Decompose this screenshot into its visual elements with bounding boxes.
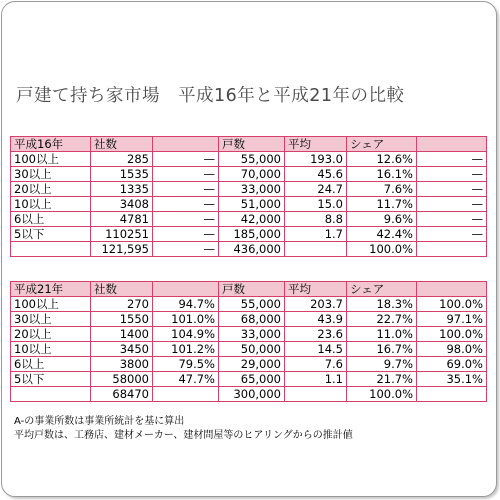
value-cell: 193.0 xyxy=(285,152,347,167)
value-cell: 70,000 xyxy=(219,167,285,182)
value-cell: 104.9% xyxy=(153,327,219,342)
value-cell: 436,000 xyxy=(219,242,285,257)
value-cell: 3800 xyxy=(91,357,153,372)
value-cell: 29,000 xyxy=(219,357,285,372)
value-cell: — xyxy=(153,152,219,167)
value-cell: 58000 xyxy=(91,372,153,387)
value-cell: 101.2% xyxy=(153,342,219,357)
value-cell: 285 xyxy=(91,152,153,167)
value-cell: 21.7% xyxy=(347,372,417,387)
value-cell: 1400 xyxy=(91,327,153,342)
row-label-cell: 30以上 xyxy=(11,167,91,182)
value-cell: — xyxy=(153,167,219,182)
value-cell: — xyxy=(417,227,487,242)
row-label-cell: 10以上 xyxy=(11,342,91,357)
value-cell: 12.6% xyxy=(347,152,417,167)
row-label-cell: 100以上 xyxy=(11,152,91,167)
table-row xyxy=(11,152,487,167)
header-cell: 社数 xyxy=(91,282,153,297)
row-label-cell: 6以上 xyxy=(11,212,91,227)
header-cell: シェア xyxy=(347,137,417,152)
header-cell xyxy=(417,137,487,152)
value-cell: 51,000 xyxy=(219,197,285,212)
table-row xyxy=(11,227,487,242)
value-cell: 43.9 xyxy=(285,312,347,327)
row-label-cell: 20以上 xyxy=(11,327,91,342)
table-row xyxy=(11,242,487,257)
footnote-2: 平均戸数は、工務店、建材メーカー、建材問屋等のヒアリングからの推計値 xyxy=(14,430,353,441)
row-label-cell: 10以上 xyxy=(11,197,91,212)
header-cell: 平成16年 xyxy=(11,137,91,152)
value-cell: 45.6 xyxy=(285,167,347,182)
value-cell: 14.5 xyxy=(285,342,347,357)
value-cell: — xyxy=(153,242,219,257)
value-cell: 47.7% xyxy=(153,372,219,387)
table-row xyxy=(11,387,487,402)
row-label-cell: 20以上 xyxy=(11,182,91,197)
header-cell: 戸数 xyxy=(219,282,285,297)
value-cell: 65,000 xyxy=(219,372,285,387)
value-cell: — xyxy=(417,167,487,182)
table-row xyxy=(11,342,487,357)
value-cell: 270 xyxy=(91,297,153,312)
value-cell xyxy=(417,387,487,402)
value-cell: 3408 xyxy=(91,197,153,212)
table-row xyxy=(11,372,487,387)
value-cell: 16.7% xyxy=(347,342,417,357)
value-cell: 16.1% xyxy=(347,167,417,182)
header-cell: 平成21年 xyxy=(11,282,91,297)
value-cell: 1535 xyxy=(91,167,153,182)
row-label-cell: 5以下 xyxy=(11,372,91,387)
value-cell: 203.7 xyxy=(285,297,347,312)
value-cell: 55,000 xyxy=(219,152,285,167)
row-label-cell: 30以上 xyxy=(11,312,91,327)
value-cell: 185,000 xyxy=(219,227,285,242)
value-cell: 101.0% xyxy=(153,312,219,327)
value-cell: 300,000 xyxy=(219,387,285,402)
header-cell: 社数 xyxy=(91,137,153,152)
table-row xyxy=(11,212,487,227)
value-cell: 7.6% xyxy=(347,182,417,197)
footnotes xyxy=(14,415,353,443)
value-cell xyxy=(285,242,347,257)
value-cell: 15.0 xyxy=(285,197,347,212)
value-cell: 1335 xyxy=(91,182,153,197)
value-cell: 68470 xyxy=(91,387,153,402)
value-cell: 3450 xyxy=(91,342,153,357)
page-title: 戸建て持ち家市場 平成16年と平成21年の比較 xyxy=(16,86,405,106)
value-cell xyxy=(417,242,487,257)
value-cell: 9.7% xyxy=(347,357,417,372)
value-cell: — xyxy=(153,212,219,227)
value-cell: — xyxy=(417,212,487,227)
value-cell: 100.0% xyxy=(417,327,487,342)
header-cell: 平均 xyxy=(285,137,347,152)
value-cell: 100.0% xyxy=(347,242,417,257)
value-cell: 100.0% xyxy=(347,387,417,402)
value-cell: 1550 xyxy=(91,312,153,327)
table-row xyxy=(11,297,487,312)
header-cell xyxy=(417,282,487,297)
row-label-cell: 6以上 xyxy=(11,357,91,372)
value-cell: — xyxy=(153,182,219,197)
header-cell xyxy=(153,137,219,152)
value-cell: — xyxy=(153,227,219,242)
value-cell: 68,000 xyxy=(219,312,285,327)
header-cell: 戸数 xyxy=(219,137,285,152)
value-cell: — xyxy=(153,197,219,212)
table-row xyxy=(11,327,487,342)
value-cell: 97.1% xyxy=(417,312,487,327)
header-cell: シェア xyxy=(347,282,417,297)
value-cell: 9.6% xyxy=(347,212,417,227)
value-cell: 79.5% xyxy=(153,357,219,372)
value-cell: 121,595 xyxy=(91,242,153,257)
table-row xyxy=(11,182,487,197)
value-cell xyxy=(153,387,219,402)
header-cell xyxy=(153,282,219,297)
table-header-row xyxy=(11,282,487,297)
header-cell: 平均 xyxy=(285,282,347,297)
value-cell: 1.1 xyxy=(285,372,347,387)
table-h21 xyxy=(10,281,486,402)
value-cell: 42,000 xyxy=(219,212,285,227)
value-cell: 24.7 xyxy=(285,182,347,197)
table-header-row xyxy=(11,137,487,152)
value-cell: 50,000 xyxy=(219,342,285,357)
value-cell: 35.1% xyxy=(417,372,487,387)
value-cell: 110251 xyxy=(91,227,153,242)
value-cell: 7.6 xyxy=(285,357,347,372)
value-cell: 1.7 xyxy=(285,227,347,242)
footnote-1: A-の事業所数は事業所統計を基に算出 xyxy=(14,416,185,427)
value-cell: 33,000 xyxy=(219,182,285,197)
table-row xyxy=(11,167,487,182)
value-cell: — xyxy=(417,182,487,197)
table-row xyxy=(11,357,487,372)
row-label-cell: 5以下 xyxy=(11,227,91,242)
value-cell: 94.7% xyxy=(153,297,219,312)
value-cell xyxy=(285,387,347,402)
value-cell: 11.7% xyxy=(347,197,417,212)
value-cell: 69.0% xyxy=(417,357,487,372)
table-row xyxy=(11,197,487,212)
value-cell: 100.0% xyxy=(417,297,487,312)
value-cell: 4781 xyxy=(91,212,153,227)
value-cell: 42.4% xyxy=(347,227,417,242)
row-label-cell: 100以上 xyxy=(11,297,91,312)
value-cell: 98.0% xyxy=(417,342,487,357)
row-label-cell xyxy=(11,387,91,402)
row-label-cell xyxy=(11,242,91,257)
value-cell: — xyxy=(417,152,487,167)
value-cell: 8.8 xyxy=(285,212,347,227)
table-row xyxy=(11,312,487,327)
value-cell: 11.0% xyxy=(347,327,417,342)
value-cell: — xyxy=(417,197,487,212)
value-cell: 23.6 xyxy=(285,327,347,342)
value-cell: 33,000 xyxy=(219,327,285,342)
value-cell: 18.3% xyxy=(347,297,417,312)
value-cell: 22.7% xyxy=(347,312,417,327)
value-cell: 55,000 xyxy=(219,297,285,312)
table-h16 xyxy=(10,136,486,257)
